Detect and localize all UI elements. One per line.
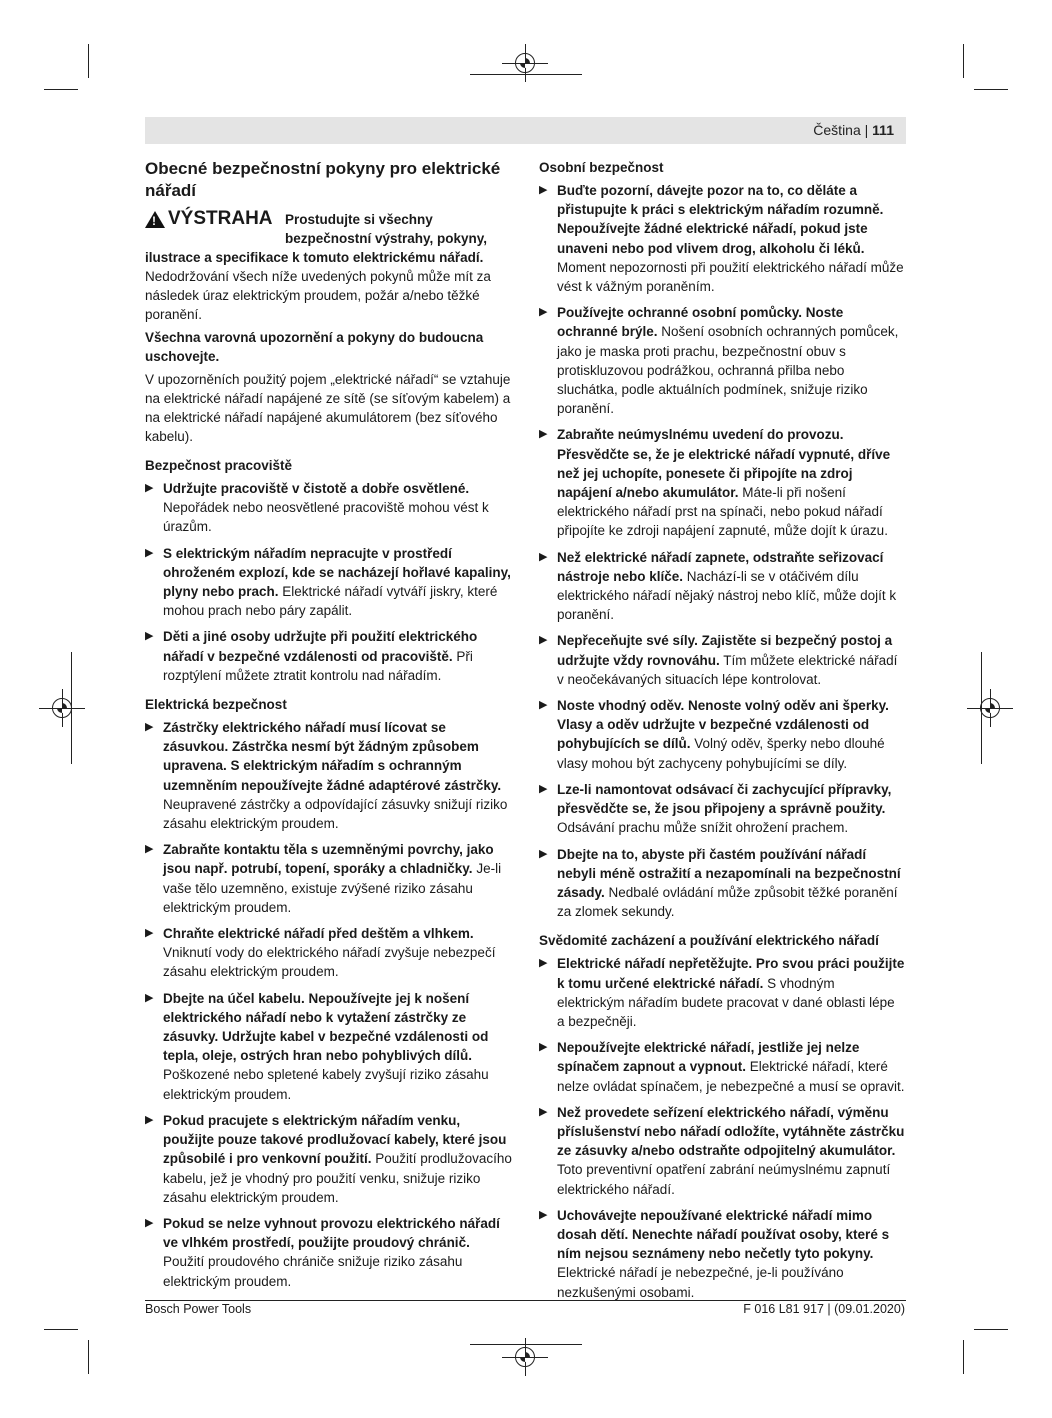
warning-triangle-icon bbox=[145, 211, 165, 228]
bullet-arrow-icon: ▶ bbox=[539, 957, 548, 970]
work-area-list bbox=[145, 479, 513, 685]
crop-mark bbox=[44, 1329, 78, 1330]
item-bold: Než provedete seřízení elektrického nářadí, výměnu příslušenství nebo nářadí odložíte, vytáhněte zástrčku ze zásuvky a/nebo odstraňte odpojitelný akumulátor. bbox=[557, 1104, 905, 1159]
personal-list bbox=[539, 181, 905, 921]
item-bold: Pokud pracujete s elektrickým nářadím venku, použijte pouze takové prodlužovací kabely, které jsou způsobilé i pro venkovní použití. bbox=[163, 1112, 507, 1167]
item-text: Neupravené zástrčky a odpovídající zásuvky snižují riziko zásahu elektrickým proudem. bbox=[163, 796, 508, 832]
warning-label bbox=[145, 208, 285, 230]
list-item bbox=[539, 1038, 905, 1096]
footer-publisher: Bosch Power Tools bbox=[145, 1302, 252, 1316]
registration-mark-right bbox=[980, 698, 1000, 718]
page-header bbox=[145, 117, 906, 144]
list-item bbox=[539, 181, 905, 296]
warning-intro-continued: ilustrace a specifikace k tomuto elektrickému nářadí. bbox=[145, 250, 484, 265]
keep-instructions: Všechna varovná upozornění a pokyny do budoucna uschovejte. bbox=[145, 330, 484, 364]
warning-intro: Prostudujte si všechny bezpečnostní výstrahy, pokyny, bbox=[285, 212, 488, 246]
bullet-arrow-icon: ▶ bbox=[539, 428, 548, 441]
item-text: Tím můžete elektrické nářadí v neočekávaných situacích lépe kontrolovat. bbox=[557, 652, 898, 687]
item-bold: Zabraňte neúmyslnému uvedení do provozu. Přesvědčte se, že je elektrické nářadí vypnuté, dříve než jej uchopíte, ponesete či připojíte na zdroj napájení a/nebo akumulátor. bbox=[557, 427, 891, 501]
list-item bbox=[145, 627, 513, 685]
bullet-arrow-icon: ▶ bbox=[145, 927, 154, 940]
list-item bbox=[539, 1206, 905, 1302]
item-bold: Zástrčky elektrického nářadí musí lícovat se zásuvkou. Zástrčka nesmí být žádným způsobem upravena. S elektrickým nářadím s ochranným uzemněním nepoužívejte žádné adaptérové zástrčky. bbox=[163, 720, 502, 793]
section-heading: Obecné bezpečnostní pokyny pro elektrické nářadí bbox=[145, 159, 501, 200]
list-item bbox=[145, 544, 513, 621]
list-item bbox=[539, 954, 905, 1031]
crop-mark bbox=[44, 89, 78, 90]
item-bold: Uchovávejte nepoužívané elektrické nářadí mimo dosah dětí. Nenechte nářadí používat osoby, které s ním nejsou seznámeny nebo nečetly tyto pokyny. bbox=[557, 1207, 890, 1262]
list-item bbox=[145, 840, 513, 917]
item-text: Máte-li při nošení elektrického nářadí prst na spínači, nebo pokud nářadí připojíte ke zdroji napájení zapnuté, může dojít k úrazu. bbox=[557, 485, 888, 539]
section-title-personal: Osobní bezpečnost bbox=[539, 160, 664, 175]
item-bold: Udržujte pracoviště v čistotě a dobře osvětlené. bbox=[163, 481, 470, 496]
item-text: Vniknutí vody do elektrického nářadí zvyšuje nebezpečí zásahu elektrickým proudem. bbox=[163, 945, 496, 980]
bullet-arrow-icon: ▶ bbox=[539, 634, 548, 647]
item-text: Nošení osobních ochranných pomůcek, jako je maska proti prachu, bezpečnostní obuv s protiskluzovou podrážkou, ochranná přilba nebo sluchátka, podle aktuálních podmínek, snižuje riziko poranění. bbox=[557, 324, 899, 417]
footer-rule bbox=[145, 1300, 906, 1301]
item-bold: Nepoužívejte elektrické nářadí, jestliže jej nelze spínačem zapnout a vypnout. bbox=[557, 1040, 860, 1075]
bullet-arrow-icon: ▶ bbox=[145, 482, 154, 494]
warning-text: Nedodržování všech níže uvedených pokynů může mít za následek úraz elektrickým proudem, požár a/nebo těžké poranění. bbox=[145, 269, 491, 322]
list-item bbox=[145, 479, 513, 537]
list-item bbox=[539, 425, 905, 540]
item-bold: Buďte pozorní, dávejte pozor na to, co děláte a přistupujte k práci s elektrickým nářadím rozumně. Nepoužívejte žádné elektrické nářadí, pokud jste unaveni nebo pod vlivem drog, alkoholu či léků. bbox=[557, 183, 884, 256]
section-title-work-area: Bezpečnost pracoviště bbox=[145, 458, 293, 473]
bullet-arrow-icon: ▶ bbox=[145, 546, 154, 559]
item-text: Použití proudového chrániče snižuje riziko zásahu elektrickým proudem. bbox=[163, 1254, 463, 1289]
bullet-arrow-icon: ▶ bbox=[539, 847, 548, 860]
bullet-arrow-icon: ▶ bbox=[539, 699, 548, 712]
item-bold: Zabraňte kontaktu těla s uzemněnými povrchy, jako jsou např. potrubí, topení, sporáky a chladničky. bbox=[163, 842, 494, 877]
section-title-electrical: Elektrická bezpečnost bbox=[145, 697, 287, 713]
list-item bbox=[539, 631, 905, 689]
item-bold: Dbejte na účel kabelu. Nepoužívejte jej k nošení elektrického nářadí nebo k vytažení zástrčky ze zásuvky. Udržujte kabel v bezpečné vzdálenosti od tepla, oleje, ostrých hran nebo pohyblivých dílů. bbox=[163, 990, 489, 1064]
list-item bbox=[145, 718, 513, 833]
item-bold: Nepřeceňujte své síly. Zajistěte si bezpečný postoj a udržujte vždy rovnováhu. bbox=[557, 633, 893, 668]
bullet-arrow-icon: ▶ bbox=[539, 184, 548, 196]
list-item bbox=[539, 303, 905, 418]
item-text: Moment nepozornosti při použití elektrického nářadí může vést k vážným poraněním. bbox=[557, 259, 904, 295]
registration-mark-top bbox=[515, 53, 535, 73]
item-bold: Noste vhodný oděv. Nenoste volný oděv ani šperky. Vlasy a oděv udržujte v bezpečné vzdálenosti od pohybujících se dílů. bbox=[557, 698, 889, 752]
bullet-arrow-icon: ▶ bbox=[145, 721, 154, 734]
item-bold: Používejte ochranné osobní pomůcky. Noste ochranné brýle. bbox=[557, 305, 844, 340]
item-text: Elektrické nářadí je nebezpečné, je-li používáno nezkušenými osobami. bbox=[557, 1265, 844, 1300]
header-separator: | bbox=[864, 122, 869, 138]
footer-doc-code: F 016 L81 917 | (09.01.2020) bbox=[743, 1302, 905, 1316]
crop-mark bbox=[963, 1340, 964, 1374]
right-column bbox=[539, 158, 905, 1309]
item-bold: Elektrické nářadí nepřetěžujte. Pro svou práci použijte k tomu určené elektrické nářadí. bbox=[557, 956, 905, 991]
registration-line bbox=[470, 74, 582, 75]
bullet-arrow-icon: ▶ bbox=[539, 1041, 548, 1054]
list-item bbox=[539, 548, 905, 625]
list-item bbox=[539, 696, 905, 773]
item-bold: Pokud se nelze vyhnout provozu elektrického nářadí ve vlhkém prostředí, použijte proudový chránič. bbox=[163, 1215, 500, 1251]
list-item bbox=[145, 989, 513, 1104]
item-text: Použití prodlužovacího kabelu, jež je vhodný pro použití venku, snižuje riziko zásahu elektrickým proudem. bbox=[163, 1151, 512, 1205]
crop-mark bbox=[963, 44, 964, 78]
bullet-arrow-icon: ▶ bbox=[145, 1216, 154, 1229]
registration-mark-left bbox=[52, 698, 72, 718]
section-title-tool-use: Svědomité zacházení a používání elektrického nářadí bbox=[539, 933, 879, 949]
crop-mark bbox=[88, 44, 89, 78]
bullet-arrow-icon: ▶ bbox=[539, 550, 548, 563]
bullet-arrow-icon: ▶ bbox=[145, 1113, 154, 1126]
list-item bbox=[539, 780, 905, 838]
item-text: Odsávání prachu může snížit ohrožení prachem. bbox=[557, 820, 849, 836]
electrical-list bbox=[145, 718, 513, 1291]
bullet-arrow-icon: ▶ bbox=[539, 1105, 548, 1118]
item-text: Toto preventivní opatření zabrání neúmyslnému zapnutí elektrického nářadí. bbox=[557, 1162, 891, 1197]
item-bold: Než elektrické nářadí zapnete, odstraňte seřizovací nástroje nebo klíče. bbox=[557, 549, 884, 584]
item-text: Volný oděv, šperky nebo dlouhé vlasy mohou být zachyceny pohybujícími se díly. bbox=[557, 736, 885, 771]
item-bold: S elektrickým nářadím nepracujte v prostředí ohroženém explozí, kde se nacházejí hořlavé kapaliny, plyny nebo prach. bbox=[163, 545, 511, 600]
bullet-arrow-icon: ▶ bbox=[145, 991, 154, 1004]
item-text: Nepořádek nebo neosvětlené pracoviště mohou vést k úrazům. bbox=[163, 500, 489, 535]
crop-mark bbox=[88, 1340, 89, 1374]
left-column bbox=[145, 158, 513, 1298]
item-text: Nedbalé ovládání může způsobit těžké poranění za zlomek sekundy. bbox=[557, 884, 898, 920]
header-text bbox=[813, 122, 894, 138]
item-text: Je-li vaše tělo uzemněno, existuje zvýšené riziko zásahu elektrickým proudem. bbox=[163, 861, 502, 915]
list-item bbox=[539, 845, 905, 922]
bullet-arrow-icon: ▶ bbox=[539, 1208, 548, 1221]
registration-mark-bottom bbox=[515, 1347, 535, 1367]
item-text: Nachází-li se v otáčivém dílu elektrického nářadí nějaký nástroj nebo klíč, může dojít k poranění. bbox=[557, 568, 897, 623]
warning-label-text: VÝSTRAHA bbox=[168, 208, 273, 229]
list-item bbox=[145, 924, 513, 982]
definition-text: V upozorněních použitý pojem „elektrické nářadí“ se vztahuje na elektrické nářadí napájené ze sítě (se síťovým kabelem) a na elektrické nářadí napájené akumulátorem (bez síťového kabelu). bbox=[145, 372, 511, 444]
item-bold: Děti a jiné osoby udržujte při použití elektrického nářadí v bezpečné vzdálenosti od pracoviště. bbox=[163, 629, 478, 664]
tool-use-list bbox=[539, 954, 905, 1301]
bullet-arrow-icon: ▶ bbox=[145, 630, 154, 643]
bullet-arrow-icon: ▶ bbox=[539, 306, 548, 319]
crop-mark bbox=[974, 1329, 1008, 1330]
item-bold: Chraňte elektrické nářadí před deštěm a vlhkem. bbox=[163, 926, 474, 942]
warning-block bbox=[145, 210, 513, 248]
list-item bbox=[145, 1214, 513, 1291]
item-text: Elektrické nářadí vytváří jiskry, které mohou prach nebo páry zapálit. bbox=[163, 584, 498, 619]
crop-mark bbox=[974, 89, 1008, 90]
page-number: 111 bbox=[872, 122, 894, 138]
list-item bbox=[539, 1103, 905, 1199]
item-text: Poškozené nebo spletené kabely zvyšují riziko zásahu elektrickým proudem. bbox=[163, 1067, 489, 1102]
bullet-arrow-icon: ▶ bbox=[145, 843, 154, 856]
registration-line bbox=[470, 1344, 582, 1345]
item-text: Při rozptýlení můžete ztratit kontrolu nad nářadím. bbox=[163, 648, 473, 683]
bullet-arrow-icon: ▶ bbox=[539, 782, 548, 795]
item-text: Elektrické nářadí, které nelze ovládat spínačem, je nebezpečné a musí se opravit. bbox=[557, 1059, 905, 1094]
list-item bbox=[145, 1111, 513, 1207]
item-bold: Dbejte na to, abyste při častém používání nářadí nebyli méně ostražití a nezapomínali na bezpečnostní zásady. bbox=[557, 846, 901, 900]
item-bold: Lze-li namontovat odsávací či zachycující přípravky, přesvědčte se, že jsou připojeny a správně použity. bbox=[557, 781, 892, 817]
item-text: S vhodným elektrickým nářadím budete pracovat v dané oblasti lépe a bezpečněji. bbox=[557, 975, 895, 1029]
header-language: Čeština bbox=[813, 122, 861, 138]
